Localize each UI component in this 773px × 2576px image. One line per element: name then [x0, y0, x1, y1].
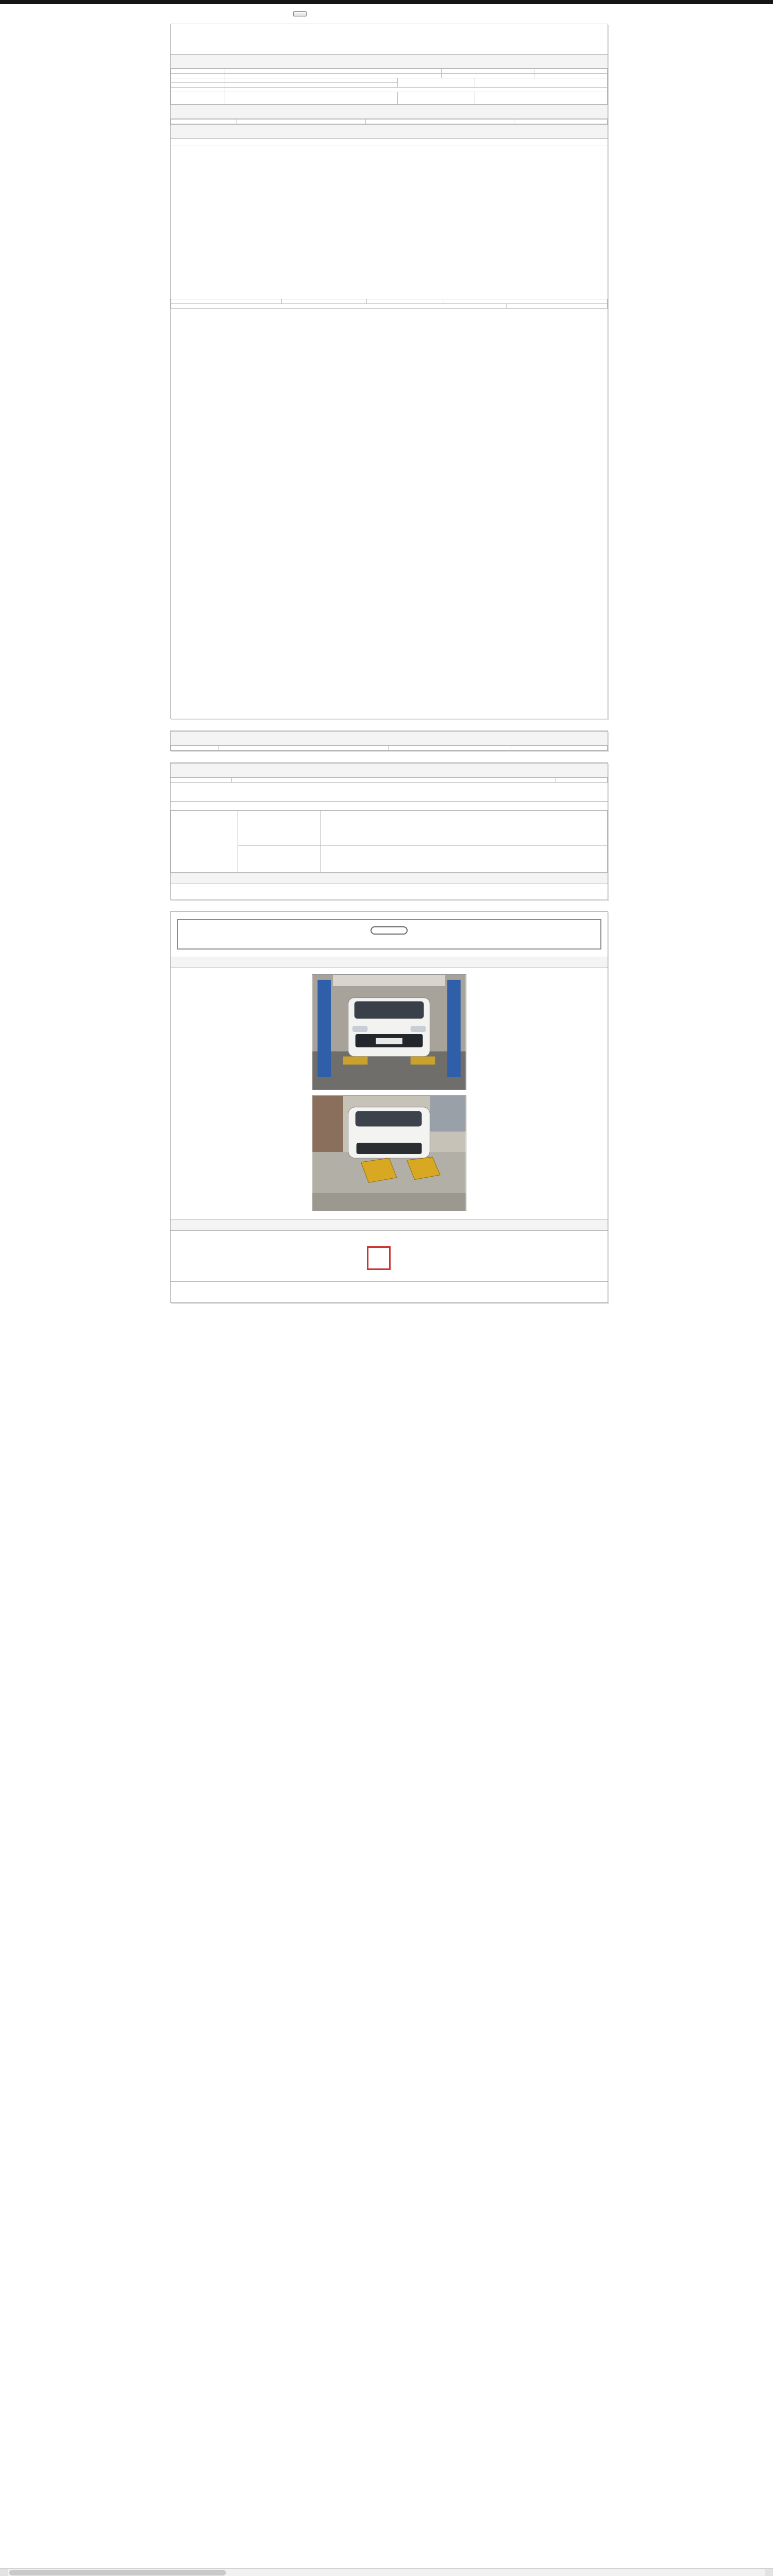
- section-detail-header: [171, 731, 608, 745]
- organization-stamp: [367, 1246, 391, 1270]
- overall-state-table: [171, 119, 608, 124]
- field-label: [171, 88, 225, 92]
- scroll-left-arrow[interactable]: [0, 2569, 8, 2576]
- transmission-type-checks: [475, 78, 608, 88]
- column-header: [507, 304, 608, 309]
- field-label: [171, 83, 225, 88]
- table-row: [171, 88, 608, 92]
- page-indicator-2: [170, 726, 608, 731]
- table-row: [171, 811, 608, 846]
- page-indicator-3: [170, 758, 608, 762]
- accident-legend: [171, 139, 608, 145]
- column-header: [389, 746, 511, 751]
- car365-footer-note: [171, 1290, 608, 1302]
- final-price-row: [171, 783, 608, 802]
- signature-law-text: [171, 1231, 608, 1238]
- appraiser-opinion: [321, 846, 608, 873]
- signature-body: [171, 1231, 608, 1302]
- print-button[interactable]: [293, 11, 307, 16]
- section-notices-header: [171, 873, 608, 884]
- section-etc-header: [171, 763, 608, 777]
- column-header: [219, 746, 389, 751]
- final-price-label: [171, 783, 474, 801]
- page-2: [170, 731, 608, 751]
- basic-info-table: [171, 69, 608, 78]
- table-row: [171, 69, 608, 74]
- opinions-table: [171, 810, 608, 873]
- vehicle-name: [225, 69, 442, 74]
- opinions-label: [171, 811, 238, 873]
- horizontal-scrollbar[interactable]: [0, 2568, 773, 2576]
- page-1: [170, 24, 608, 719]
- page-indicator-4: [170, 907, 608, 911]
- price-basis-note: [171, 802, 608, 810]
- detail-state-table: [171, 745, 608, 751]
- appraiser-label: [238, 846, 321, 873]
- buyer-confirmation: [171, 1281, 608, 1290]
- field-label: [398, 92, 475, 105]
- car-diagram-svg: [204, 149, 575, 295]
- price-explain-box: [177, 919, 601, 950]
- engine-type: [225, 92, 398, 105]
- scrollbar-thumb[interactable]: [9, 2570, 226, 2575]
- price-explain-title: [371, 926, 408, 935]
- inspector-label: [238, 811, 321, 846]
- table-header-row: [171, 304, 608, 309]
- first-registration-date: [225, 78, 398, 83]
- print-bar: [170, 4, 608, 24]
- car-damage-diagram: [171, 145, 608, 299]
- table-row: [171, 92, 608, 105]
- field-label: [398, 78, 475, 88]
- section-signature-header: [171, 1219, 608, 1231]
- inspection-photo-garage: [312, 974, 466, 1090]
- notices-body: [171, 884, 608, 900]
- window-top-edge: [0, 0, 773, 4]
- basic-info-table-2: [171, 78, 608, 105]
- scroll-right-arrow[interactable]: [765, 2569, 773, 2576]
- table-row: [171, 78, 608, 83]
- field-label: [171, 92, 225, 105]
- section-photos-header: [171, 957, 608, 968]
- field-label: [442, 69, 534, 74]
- column-header: [171, 120, 237, 124]
- etc-info-table: [171, 777, 608, 783]
- section-overall-header: [171, 105, 608, 119]
- section-accident-header: [171, 124, 608, 139]
- page-3: [170, 762, 608, 900]
- registration-number: [534, 69, 608, 74]
- field-label: [171, 69, 225, 74]
- fuel-type-checks: [225, 88, 608, 92]
- column-header: [171, 304, 507, 309]
- signature-organization: [171, 1246, 608, 1270]
- page-4: [170, 911, 608, 1303]
- column-header: [514, 120, 608, 124]
- column-header: [231, 778, 556, 783]
- doc-number: [380, 39, 389, 47]
- inspector-opinion: [321, 811, 608, 846]
- table-header-row: [171, 746, 608, 751]
- exchange-panel-table: [171, 303, 608, 309]
- warranty-type-cell: [475, 92, 608, 105]
- field-label: [171, 78, 225, 83]
- document-header: [171, 24, 608, 54]
- column-header: [366, 120, 514, 124]
- column-header: [237, 120, 366, 124]
- column-header: [511, 746, 608, 751]
- inspection-photo-ramp: [312, 1095, 466, 1211]
- inspection-photos: [171, 968, 608, 1219]
- section-basic-header: [171, 54, 608, 69]
- column-header: [556, 778, 608, 783]
- table-header-row: [171, 778, 608, 783]
- column-header: [171, 746, 219, 751]
- table-header-row: [171, 120, 608, 124]
- vin: [225, 83, 398, 88]
